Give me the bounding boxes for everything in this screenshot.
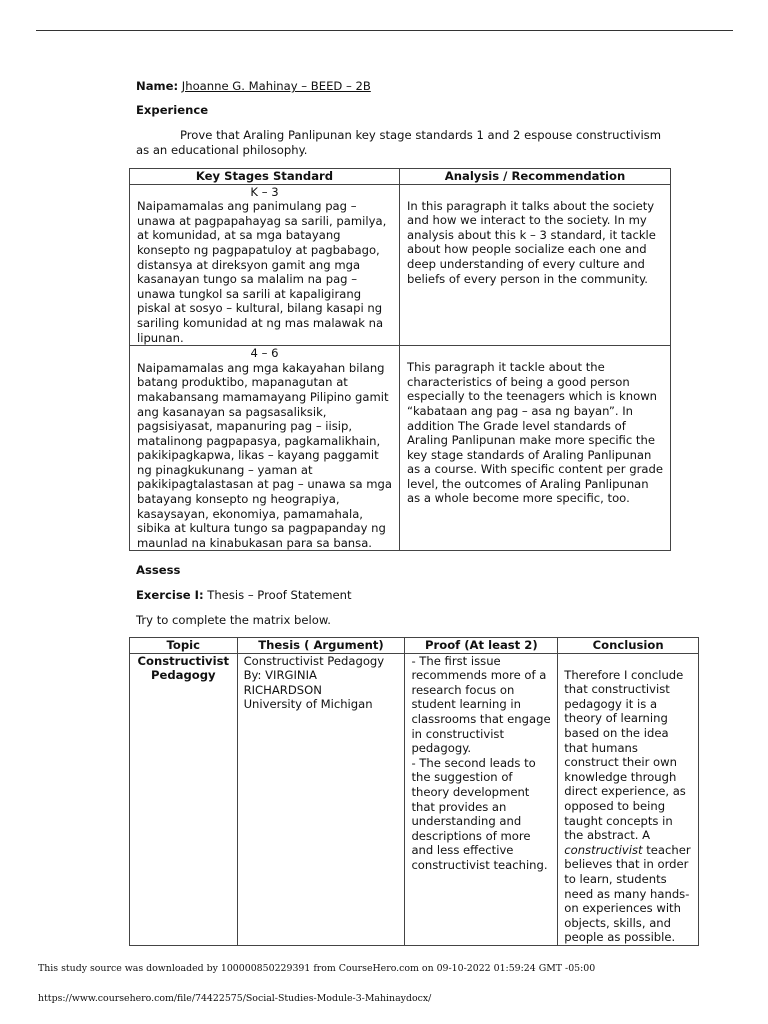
name-value: Jhoanne G. Mahinay – BEED – 2B	[181, 79, 371, 93]
thesis-cell	[237, 653, 405, 945]
col-header-analysis: Analysis / Recommendation	[400, 169, 671, 185]
analysis-cell	[400, 184, 671, 346]
conclusion-part-b: teacher believes that in order to learn, students need as many hands-on experiences with objects, skills, and people as possible.	[564, 842, 691, 945]
col-header-key-stages: Key Stages Standard	[130, 169, 400, 185]
exercise-label: Exercise I:	[136, 588, 204, 602]
thesis-title: Constructivist Pedagogy	[243, 653, 385, 668]
student-name-line	[136, 79, 371, 94]
conclusion-emphasis: constructivist	[564, 842, 643, 857]
proof-cell	[405, 653, 558, 945]
col-header-conclusion: Conclusion	[558, 638, 699, 654]
conclusion-text	[564, 668, 692, 945]
assess-heading: Assess	[136, 563, 181, 577]
conclusion-part-a: Therefore I conclude that constructivist pedagogy it is a theory of learning based on the idea that humans construct their own knowledge through direct experience, as opposed to being taught concepts in the abstract. A	[564, 667, 686, 843]
table-row	[130, 184, 671, 346]
exercise-title: Thesis – Proof Statement	[207, 588, 352, 602]
conclusion-cell	[558, 653, 699, 945]
col-header-proof: Proof (At least 2)	[405, 638, 558, 654]
thesis-proof-matrix	[129, 637, 699, 946]
col-header-thesis: Thesis ( Argument)	[237, 638, 405, 654]
analysis-text: In this paragraph it talks about the society and how we interact to the society. In my analysis about this k – 3 standard, it tackle about how people socialize each one and deep understanding of every culture and beliefs of every person in the community.	[407, 198, 656, 286]
table-header-row	[130, 169, 671, 185]
table-header-row	[130, 638, 699, 654]
col-header-topic: Topic	[130, 638, 238, 654]
exercise-instruction: Try to complete the matrix below.	[136, 613, 331, 627]
standard-text: Naipamamalas ang mga kakayahan bilang batang produktibo, mapanagutan at makabansang mamamayang Pilipino gamit ang kasanayan sa pagsasaliksik, pagsisiyasat, mapanuring pag – iisip, matalinong pagpapasya, pagkamalikhain, pakikipagkapwa, likas – kayang paggamit ng pinagkukunang – yaman at pakikipagtalastasan at pag – unawa sa mga batayang konsepto ng heograpiya, kasaysayan, ekonomiya, pamamahala, sibika at kultura tungo sa pagpapanday ng maunlad na kinabukasan para sa bansa.	[137, 360, 392, 550]
topic-cell: Constructivist Pedagogy	[130, 653, 238, 945]
grade-label: K – 3	[250, 184, 279, 199]
download-source-note: This study source was downloaded by 100000850229391 from CourseHero.com on 09-10-2022 01:59:24 GMT -05:00	[38, 963, 596, 974]
key-stages-table	[129, 168, 671, 551]
analysis-cell	[400, 346, 671, 551]
name-label: Name:	[136, 79, 179, 93]
proof-item-2: - The second leads to the suggestion of theory development that provides an understanding and descriptions of more and less effective constructivist teaching.	[411, 755, 548, 872]
table-row	[130, 653, 699, 945]
standard-cell	[130, 184, 400, 346]
table-row	[130, 346, 671, 551]
top-rule	[36, 30, 733, 31]
thesis-author: By: VIRGINIA RICHARDSON	[243, 668, 322, 697]
standard-text: Naipamamalas ang panimulang pag – unawa at pagpapahayag sa sarili, pamilya, at komunidad, at sa mga batayang konsepto ng pagpapatuloy at pagbabago, distansya at direksyon gamit ang mga kasanayan tungo sa malalim na pag – unawa tungkol sa sarili at kapaligirang piskal at sosyo – kultural, bilang kasapi ng sariling komunidad at ng mas malawak na lipunan.	[137, 199, 387, 345]
exercise-line	[136, 588, 676, 603]
standard-cell	[130, 346, 400, 551]
thesis-affiliation: University of Michigan	[243, 697, 373, 712]
proof-item-1: - The first issue recommends more of a research focus on student learning in classrooms that engage in constructivist pedagogy.	[411, 653, 551, 756]
source-url[interactable]: https://www.coursehero.com/file/74422575/Social-Studies-Module-3-Mahinaydocx/	[38, 993, 432, 1004]
analysis-text: This paragraph it tackle about the characteristics of being a good person especially to the teenagers which is known “kabataan ang pag – asa ng bayan”. In addition The Grade level standards of Araling Panlipunan make more specific the key stage standards of Araling Panlipunan as a course. With specific content per grade level, the outcomes of Araling Panlipunan as a whole become more specific, too.	[407, 360, 663, 506]
experience-heading: Experience	[136, 103, 209, 117]
experience-prompt: Prove that Araling Panlipunan key stage standards 1 and 2 espouse constructivism as an educational philosophy.	[136, 128, 662, 157]
grade-label: 4 – 6	[250, 346, 279, 361]
